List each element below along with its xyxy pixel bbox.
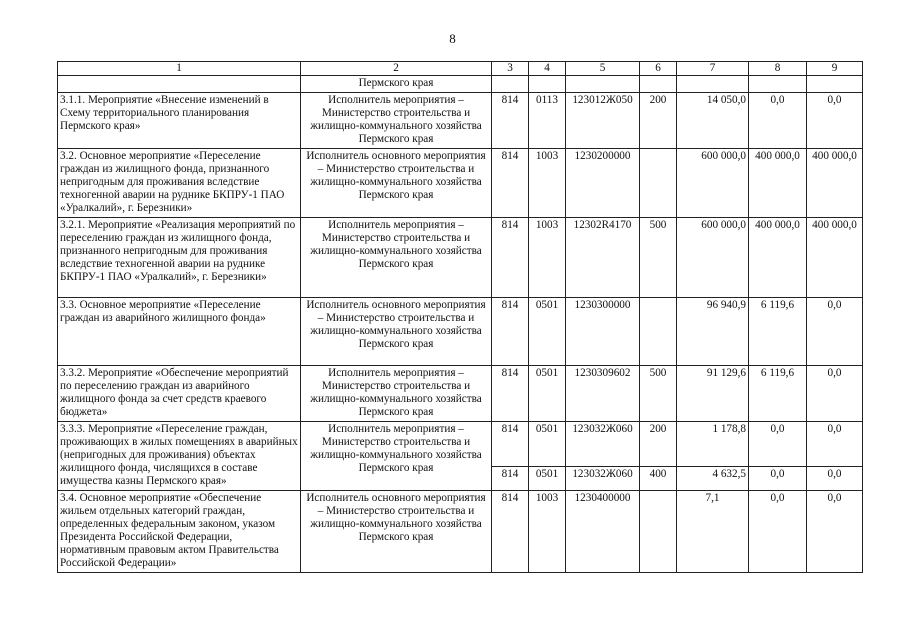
amount-cell: 400 000,0 xyxy=(749,218,807,298)
executor-cell: Исполнитель мероприятия – Министерство строительства и жилищно-коммунального хозяйства Пермского края xyxy=(301,218,492,298)
amount-cell: 600 000,0 xyxy=(677,149,749,218)
budget-table xyxy=(57,61,863,573)
amount-cell: 96 940,9 xyxy=(677,298,749,366)
column-header: 7 xyxy=(677,62,749,76)
section-code-cell: 1003 xyxy=(529,149,566,218)
section-code-cell: 0501 xyxy=(529,467,566,491)
executor-cell: Пермского края xyxy=(301,76,492,93)
program-cell: 3.2.1. Мероприятие «Реализация мероприятий по переселению граждан из жилищного фонда, признанного непригодным для проживания вследствие техногенной аварии на руднике БКПРУ-1 ПАО «Уралкалий», г. Березники» xyxy=(58,218,301,298)
ministry-code-cell: 814 xyxy=(492,422,529,467)
column-header: 9 xyxy=(807,62,863,76)
executor-cell: Исполнитель основного мероприятия – Министерство строительства и жилищно-коммунального хозяйства Пермского края xyxy=(301,491,492,573)
column-header: 8 xyxy=(749,62,807,76)
table-row xyxy=(58,422,863,467)
target-article-cell: 12302R4170 xyxy=(566,218,640,298)
expense-type-cell: 400 xyxy=(640,467,677,491)
executor-cell: Исполнитель основного мероприятия – Министерство строительства и жилищно-коммунального хозяйства Пермского края xyxy=(301,149,492,218)
column-header: 2 xyxy=(301,62,492,76)
amount-cell: 6 119,6 xyxy=(749,298,807,366)
amount-cell: 4 632,5 xyxy=(677,467,749,491)
program-cell: 3.1.1. Мероприятие «Внесение изменений в Схему территориального планирования Пермского края» xyxy=(58,93,301,149)
amount-cell: 0,0 xyxy=(807,366,863,422)
section-code-cell: 1003 xyxy=(529,218,566,298)
section-code-cell: 0501 xyxy=(529,298,566,366)
expense-type-cell: 200 xyxy=(640,93,677,149)
ministry-code-cell: 814 xyxy=(492,218,529,298)
amount-cell: 0,0 xyxy=(749,422,807,467)
ministry-code-cell: 814 xyxy=(492,298,529,366)
target-article-cell: 1230200000 xyxy=(566,149,640,218)
section-code-cell: 0501 xyxy=(529,366,566,422)
amount-cell: 400 000,0 xyxy=(807,149,863,218)
target-article-cell: 123012Ж050 xyxy=(566,93,640,149)
executor-cell: Исполнитель основного мероприятия – Министерство строительства и жилищно-коммунального хозяйства Пермского края xyxy=(301,298,492,366)
table-row xyxy=(58,149,863,218)
amount-cell: 91 129,6 xyxy=(677,366,749,422)
amount-cell: 6 119,6 xyxy=(749,366,807,422)
amount-cell: 400 000,0 xyxy=(749,149,807,218)
ministry-code-cell: 814 xyxy=(492,491,529,573)
executor-cell: Исполнитель мероприятия – Министерство строительства и жилищно-коммунального хозяйства Пермского края xyxy=(301,422,492,491)
expense-type-cell xyxy=(640,149,677,218)
table-row xyxy=(58,491,863,573)
table-row xyxy=(58,76,863,93)
section-code-cell: 0113 xyxy=(529,93,566,149)
expense-type-cell xyxy=(640,298,677,366)
column-header: 3 xyxy=(492,62,529,76)
table-row xyxy=(58,93,863,149)
amount-cell: 0,0 xyxy=(807,422,863,467)
amount-cell: 1 178,8 xyxy=(677,422,749,467)
target-article-cell: 123032Ж060 xyxy=(566,422,640,467)
table-row xyxy=(58,366,863,422)
amount-cell: 400 000,0 xyxy=(807,218,863,298)
table-row xyxy=(58,298,863,366)
expense-type-cell: 500 xyxy=(640,218,677,298)
executor-cell: Исполнитель мероприятия – Министерство строительства и жилищно-коммунального хозяйства Пермского края xyxy=(301,93,492,149)
amount-cell: 14 050,0 xyxy=(677,93,749,149)
program-cell: 3.3.2. Мероприятие «Обеспечение мероприятий по переселению граждан из аварийного жилищного фонда за счет средств краевого бюджета» xyxy=(58,366,301,422)
expense-type-cell xyxy=(640,491,677,573)
section-code-cell: 1003 xyxy=(529,491,566,573)
target-article-cell: 1230300000 xyxy=(566,298,640,366)
section-code-cell: 0501 xyxy=(529,422,566,467)
program-cell: 3.4. Основное мероприятие «Обеспечение жильем отдельных категорий граждан, определенных федеральным законом, указом Президента Российской Федерации, нормативным правовым актом Правительства Российской Федерации» xyxy=(58,491,301,573)
ministry-code-cell: 814 xyxy=(492,149,529,218)
amount-cell: 0,0 xyxy=(749,93,807,149)
amount-cell: 0,0 xyxy=(807,93,863,149)
amount-cell: 600 000,0 xyxy=(677,218,749,298)
page-number: 8 xyxy=(449,31,456,46)
table-row xyxy=(58,218,863,298)
amount-cell: 0,0 xyxy=(807,298,863,366)
ministry-code-cell: 814 xyxy=(492,467,529,491)
ministry-code-cell: 814 xyxy=(492,366,529,422)
program-cell xyxy=(58,76,301,93)
amount-cell: 7,1 xyxy=(677,491,749,573)
program-cell: 3.3. Основное мероприятие «Переселение граждан из аварийного жилищного фонда» xyxy=(58,298,301,366)
column-header: 5 xyxy=(566,62,640,76)
amount-cell: 0,0 xyxy=(807,467,863,491)
column-number-header xyxy=(58,62,863,76)
expense-type-cell: 200 xyxy=(640,422,677,467)
program-cell: 3.2. Основное мероприятие «Переселение граждан из жилищного фонда, признанного непригодным для проживания вследствие техногенной аварии на руднике БКПРУ-1 ПАО «Уралкалий», г. Березники» xyxy=(58,149,301,218)
column-header: 4 xyxy=(529,62,566,76)
target-article-cell: 1230400000 xyxy=(566,491,640,573)
expense-type-cell: 500 xyxy=(640,366,677,422)
amount-cell: 0,0 xyxy=(807,491,863,573)
amount-cell: 0,0 xyxy=(749,467,807,491)
column-header: 1 xyxy=(58,62,301,76)
amount-cell: 0,0 xyxy=(749,491,807,573)
column-header: 6 xyxy=(640,62,677,76)
target-article-cell: 123032Ж060 xyxy=(566,467,640,491)
target-article-cell: 1230309602 xyxy=(566,366,640,422)
program-cell: 3.3.3. Мероприятие «Переселение граждан, проживающих в жилых помещениях в аварийных (непригодных для проживания) объектах жилищного фонда, числящихся в составе имущества казны Пермского края» xyxy=(58,422,301,491)
executor-cell: Исполнитель мероприятия – Министерство строительства и жилищно-коммунального хозяйства Пермского края xyxy=(301,366,492,422)
ministry-code-cell: 814 xyxy=(492,93,529,149)
